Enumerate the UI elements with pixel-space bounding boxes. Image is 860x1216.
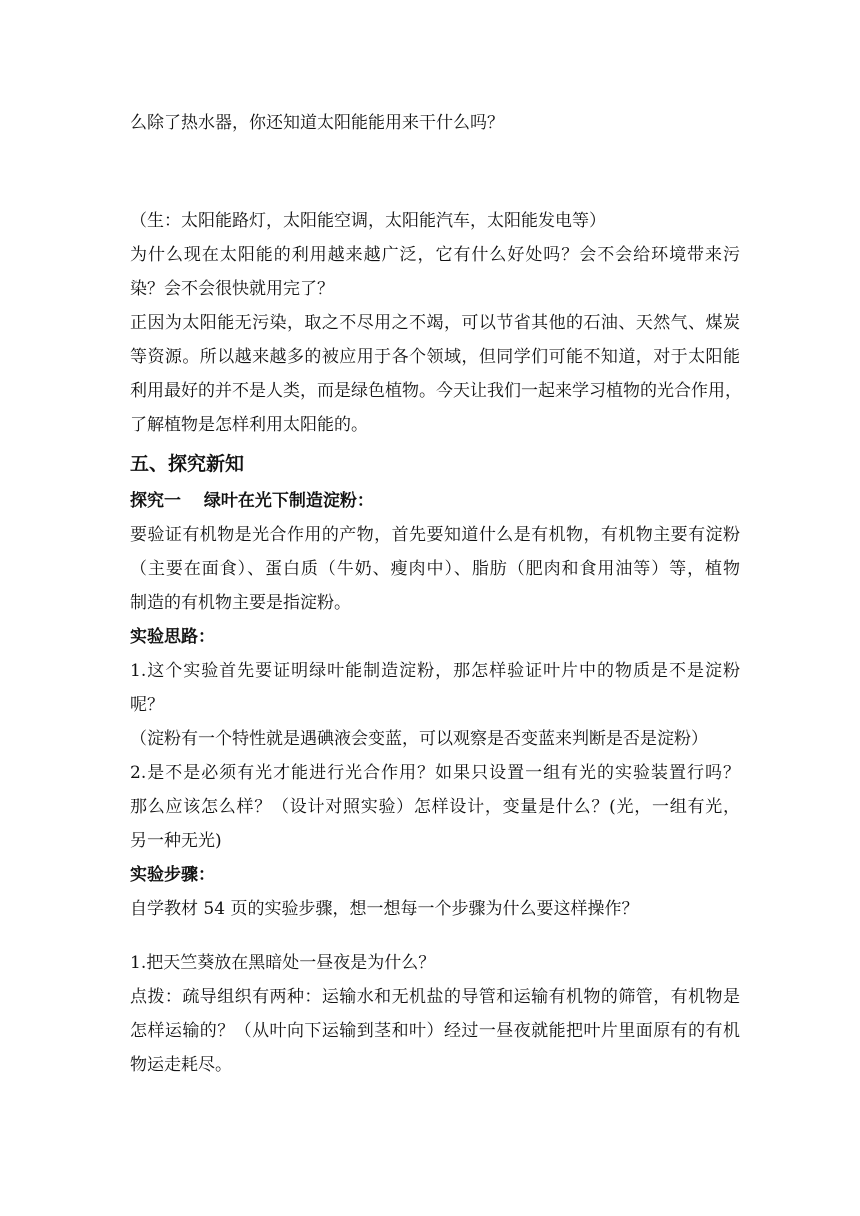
intro-paragraph-line-2: 等资源。所以越来越多的被应用于各个领域，但同学们可能不知道，对于太阳能: [130, 347, 740, 367]
idea-1-line-1: 1.这个实验首先要证明绿叶能制造淀粉，那怎样验证叶片中的物质是不是淀粉: [130, 661, 740, 681]
idea-2-line-1: 2.是不是必须有光才能进行光合作用？如果只设置一组有光的实验装置行吗？: [130, 763, 740, 783]
step-1-hint-line-1: 点拨：疏导组织有两种：运输水和无机盐的导管和运输有机物的筛管，有机物是: [130, 987, 740, 1007]
intro-question-2-line-2: 染？会不会很快就用完了？: [130, 279, 334, 299]
intro-paragraph-line-1: 正因为太阳能无污染，取之不尽用之不竭，可以节省其他的石油、天然气、煤炭: [130, 313, 740, 333]
subsection-heading: 探究一 绿叶在光下制造淀粉：: [130, 491, 374, 511]
section-paragraph-line-2: （主要在面食）、蛋白质（牛奶、瘦肉中）、脂肪（肥肉和食用油等）等，植物: [130, 559, 740, 579]
intro-question-2-line-1: 为什么现在太阳能的利用越来越广泛，它有什么好处吗？会不会给环境带来污: [130, 245, 740, 265]
steps-intro: 自学教材 54 页的实验步骤，想一想每一个步骤为什么要这样操作？: [130, 899, 639, 919]
section-paragraph-line-3: 制造的有机物主要是指淀粉。: [130, 593, 351, 613]
intro-paragraph-line-3: 利用最好的并不是人类，而是绿色植物。今天让我们一起来学习植物的光合作用，: [130, 381, 742, 401]
idea-2-line-2: 那么应该怎么样？（设计对照实验）怎样设计，变量是什么？(光，一组有光，: [130, 797, 740, 817]
experiment-steps-label: 实验步骤：: [130, 865, 215, 885]
experiment-idea-label: 实验思路：: [130, 627, 215, 647]
idea-1-answer: （淀粉有一个特性就是遇碘液会变蓝，可以观察是否变蓝来判断是否是淀粉）: [130, 729, 708, 749]
intro-paragraph-line-4: 了解植物是怎样利用太阳能的。: [130, 415, 368, 435]
step-1-hint-line-3: 物运走耗尽。: [130, 1055, 232, 1075]
idea-1-line-2: 呢？: [130, 695, 164, 715]
intro-question-1: 么除了热水器，你还知道太阳能能用来干什么吗？: [130, 113, 504, 133]
section-heading: 五、探究新知: [130, 453, 245, 475]
intro-answer-1: （生：太阳能路灯，太阳能空调，太阳能汽车，太阳能发电等）: [130, 211, 606, 231]
section-paragraph-line-1: 要验证有机物是光合作用的产物，首先要知道什么是有机物，有机物主要有淀粉: [130, 525, 740, 545]
step-1-question: 1.把天竺葵放在黑暗处一昼夜是为什么？: [130, 953, 436, 973]
step-1-hint-line-2: 怎样运输的？（从叶向下运输到茎和叶）经过一昼夜就能把叶片里面原有的有机: [130, 1021, 740, 1041]
idea-2-line-3: 另一种无光): [130, 831, 222, 851]
